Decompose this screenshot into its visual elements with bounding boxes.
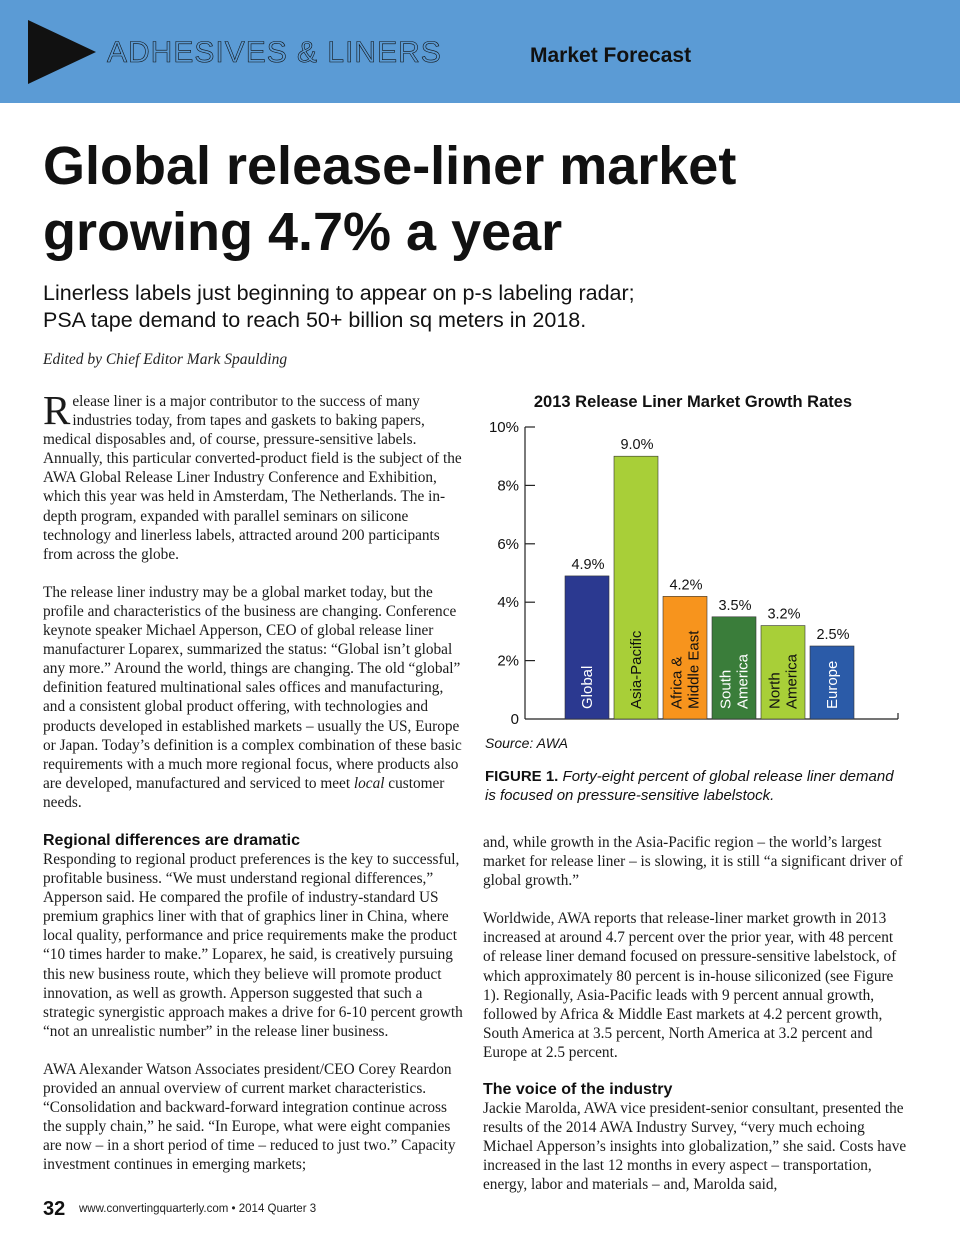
- dek-line-2: PSA tape demand to reach 50+ billion sq meters in 2018.: [43, 308, 587, 332]
- headline-line-2: growing 4.7% a year: [43, 202, 563, 262]
- bar-value-label: 3.2%: [767, 606, 801, 623]
- paragraph-4: AWA Alexander Watson Associates president/CEO Corey Reardon provided an annual overview of current market characteristics. “Consolidation and backward-forward integration continue across the supply chain,” he said. “In Europe, what were eight companies are now – in a short period of time – reduced to just two.” Capacity investment continues in emerging markets;: [43, 1060, 456, 1174]
- y-tick-label: 6%: [497, 535, 519, 553]
- figure-caption-text: Forty-eight percent of global release liner demand is focused on pressure-sensitive labelstock.: [485, 768, 894, 804]
- category-label: Global: [579, 665, 596, 709]
- page-number: 32: [43, 1198, 66, 1220]
- bar-value-label: 2.5%: [816, 627, 850, 643]
- play-arrow-icon: [28, 20, 96, 84]
- figure-label: FIGURE 1.: [485, 768, 559, 785]
- category-label: Europe: [824, 660, 841, 709]
- y-tick-label: 2%: [497, 652, 519, 670]
- y-tick-label: 4%: [497, 594, 519, 612]
- article-dek: [43, 280, 743, 334]
- headline-line-1: Global release-liner market: [43, 136, 737, 196]
- category-label: South: [717, 669, 735, 709]
- footer-info: www.convertingquarterly.com • 2014 Quarter 3: [79, 1203, 317, 1215]
- section-banner: [0, 0, 960, 103]
- dek-line-1: Linerless labels just beginning to appear on p-s labeling radar;: [43, 281, 635, 305]
- y-tick-label: 8%: [497, 477, 519, 495]
- paragraph-5: and, while growth in the Asia-Pacific region – the world’s largest market for release liner – is slowing, it is still “a significant driver of global growth.”: [483, 834, 903, 890]
- paragraph-1: Release liner is a major contributor to the success of many industries today, from tapes and gaskets to baking papers, medical disposables and, of course, pressure-sensitive labels. Annually, this particular converted-product field is the subject of the AWA Global Release Liner Industry Conference and Exhibition, which this year was held in Amsterdam, The Netherlands. The in-depth program, expanded with parallel seminars on silicone technology and linerless labels, attracted around 200 participants from across the globe.: [43, 387, 462, 563]
- left-column-lower: [43, 831, 465, 1175]
- subheading-regional-differences: Regional differences are dramatic: [43, 832, 300, 849]
- category-label: North: [766, 672, 784, 709]
- left-column-upper: [43, 387, 465, 812]
- y-tick-label: 0: [510, 711, 519, 728]
- chart-title: 2013 Release Liner Market Growth Rates: [533, 393, 853, 411]
- bar-value-label: 3.5%: [718, 597, 752, 614]
- article-byline: Edited by Chief Editor Mark Spaulding: [43, 351, 288, 368]
- article-headline: [43, 133, 923, 265]
- category-label: Africa &: [668, 656, 686, 709]
- right-column-lower: [483, 833, 908, 1195]
- section-title: ADHESIVES & LINERS: [107, 36, 442, 69]
- figure-caption: [485, 767, 905, 805]
- category-label: America: [783, 653, 801, 709]
- paragraph-7: Jackie Marolda, AWA vice president-senior consultant, presented the results of the 2014 AWA Industry Survey, “very much echoing Michael Apperson’s insights into globalization,” she said. Costs have increased in the last 12 months in every aspect – transportation, energy, labor and materials – and, Marolda said,: [483, 1100, 907, 1194]
- bar-value-label: 9.0%: [620, 437, 654, 454]
- paragraph-2: The release liner industry may be a global market today, but the profile and characteristics of the business are changing. Conference keynote speaker Michael Apperson, CEO of global release liner manufacturer Loparex, summarized the status: “Global isn’t global any more.” Around the world, things are changing. The old “global” definition featured multinational sales offices and manufacturing, and a consistent global product offering, with technologies and products developed in established markets – usually the US, Europe or Japan. Today’s definition is a complex combination of these basic requirements with a much more regional focus, where products also are developed, manufactured and serviced to meet local customer needs.: [43, 583, 462, 811]
- bar-chart: [480, 415, 905, 730]
- subheading-voice-of-industry: The voice of the industry: [483, 1081, 673, 1099]
- y-tick-label: 10%: [488, 419, 519, 436]
- category-label: America: [734, 653, 752, 709]
- bar-value-label: 4.9%: [571, 556, 605, 573]
- chart-source: Source: AWA: [485, 735, 569, 751]
- bar-value-label: 4.2%: [669, 577, 703, 594]
- category-label: Middle East: [685, 630, 703, 709]
- paragraph-3: Responding to regional product preferences is the key to successful, profitable business. “We must understand regional differences,” Apperson said. He compared the profile of industry-standard US premium graphics liner with that of graphics liner in China, where local quality, performance and price requirements make the product “10 times harder to make.” Loparex, he said, is creatively pursuing this new business route, which they believe will promote product innovation, as well as growth. Apperson suggested that such a strategic synergistic approach makes a drive for 6-10 percent growth “not an unrealistic number” in the release liner business.: [43, 851, 463, 1040]
- category-label: Asia-Pacific: [628, 630, 645, 709]
- section-subtitle: Market Forecast: [530, 44, 692, 67]
- drop-cap: R: [43, 387, 71, 433]
- paragraph-6: Worldwide, AWA reports that release-liner market growth in 2013 increased at around 4.7 percent over the prior year, with 48 percent of release liner demand focused on pressure-sensitive labelstock, of which approximately 80 percent is in-house siliconized (see Figure 1). Regionally, Asia-Pacific leads with 9 percent annual growth, followed by Africa & Middle East markets at 4.2 percent growth, South America at 3.5 percent, North America at 3.2 percent and Europe at 2.5 percent.: [483, 910, 897, 1061]
